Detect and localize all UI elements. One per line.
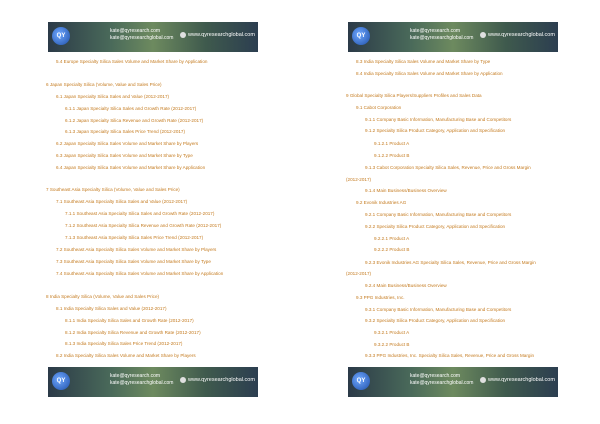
email-secondary[interactable]: kate@qyresearchglobal.com	[410, 380, 474, 386]
globe-icon	[180, 377, 186, 383]
email-secondary[interactable]: kate@qyresearchglobal.com	[410, 35, 474, 41]
toc-entry[interactable]: 8.1.2 India Specialty Silica Revenue and Growth Rate (2012-2017)	[65, 330, 201, 335]
header-banner	[48, 22, 258, 52]
toc-entry[interactable]: 7.1.3 Southeast Asia Specialty Silica Sales Price Trend (2012-2017)	[65, 235, 204, 240]
left-page	[40, 0, 300, 424]
toc-entry[interactable]: 7.1.2 Southeast Asia Specialty Silica Revenue and Growth Rate (2012-2017)	[65, 223, 222, 228]
qyresearch-logo: QY	[52, 372, 70, 390]
toc-entry[interactable]: 9.1.2.2 Product B	[374, 153, 410, 158]
website-link[interactable]: www.qyresearchglobal.com	[488, 377, 555, 383]
qyresearch-logo: QY	[52, 27, 70, 45]
email-secondary[interactable]: kate@qyresearchglobal.com	[110, 35, 174, 41]
toc-entry[interactable]: 9.3.3 PPG Industries, Inc. Specialty Silica Sales, Revenue, Price and Gross Margin	[365, 353, 535, 358]
toc-entry[interactable]: 6.1 Japan Specialty Silica Sales and Value (2012-2017)	[56, 94, 170, 99]
qyresearch-logo: QY	[352, 372, 370, 390]
website-link[interactable]: www.qyresearchglobal.com	[188, 32, 255, 38]
toc-entry[interactable]: 9.3 PPG Industries, Inc.	[356, 295, 405, 300]
toc-entry[interactable]: 7.1 Southeast Asia Specialty Silica Sales and Value (2012-2017)	[56, 199, 188, 204]
email-primary[interactable]: kate@qyresearch.com	[110, 373, 161, 379]
toc-entry[interactable]: 9.3.2 Specialty Silica Product Category, Application and Specification	[365, 318, 506, 323]
toc-entry[interactable]: 8.2 India Specialty Silica Sales Volume and Market Share by Players	[56, 353, 196, 358]
toc-entry[interactable]: 9.3.2.1 Product A	[374, 330, 410, 335]
email-secondary[interactable]: kate@qyresearchglobal.com	[110, 380, 174, 386]
toc-entry[interactable]: 9.1.4 Main Business/Business Overview	[365, 188, 447, 193]
email-primary[interactable]: kate@qyresearch.com	[110, 28, 161, 34]
globe-icon	[480, 377, 486, 383]
toc-entry[interactable]: 6.3 Japan Specialty Silica Sales Volume and Market Share by Type	[56, 153, 193, 158]
email-primary[interactable]: kate@qyresearch.com	[410, 28, 461, 34]
website-link[interactable]: www.qyresearchglobal.com	[488, 32, 555, 38]
toc-entry[interactable]: 8.1.1 India Specialty Silica Sales and Growth Rate (2012-2017)	[65, 318, 194, 323]
toc-entry[interactable]: 9.2.1 Company Basic Information, Manufacturing Base and Competitors	[365, 212, 512, 217]
toc-entry[interactable]: 9.2.3 Evonik Industries AG Specialty Silica Sales, Revenue, Price and Gross Margin	[365, 260, 536, 265]
globe-icon	[180, 32, 186, 38]
toc-entry[interactable]: 9.2.2.2 Product B	[374, 247, 410, 252]
toc-entry[interactable]: 9.1.3 Cabot Corporation Specialty Silica Sales, Revenue, Price and Gross Margin	[365, 165, 531, 170]
toc-entry[interactable]: 6 Japan Specialty Silica (Volume, Value and Sales Price)	[46, 82, 162, 87]
globe-icon	[480, 32, 486, 38]
toc-entry[interactable]: 9.2.2.1 Product A	[374, 236, 410, 241]
toc-entry[interactable]: 8.1 India Specialty Silica Sales and Value (2012-2017)	[56, 306, 167, 311]
toc-entry[interactable]: 8.1.3 India Specialty Silica Sales Price Trend (2012-2017)	[65, 341, 183, 346]
toc-entry[interactable]: 5.4 Europe Specialty Silica Sales Volume and Market Share by Application	[56, 59, 208, 64]
toc-entry[interactable]: 9.1.2 Specialty Silica Product Category, Application and Specification	[365, 128, 506, 133]
toc-entry[interactable]: 8.4 India Specialty Silica Sales Volume and Market Share by Application	[356, 71, 503, 76]
toc-entry[interactable]: 7.1.1 Southeast Asia Specialty Silica Sales and Growth Rate (2012-2017)	[65, 211, 215, 216]
toc-entry[interactable]: 6.1.2 Japan Specialty Silica Revenue and Growth Rate (2012-2017)	[65, 118, 204, 123]
right-page	[340, 0, 600, 424]
toc-entry[interactable]: 9.3.2.2 Product B	[374, 342, 410, 347]
website-link[interactable]: www.qyresearchglobal.com	[188, 377, 255, 383]
toc-entry[interactable]: 9.2 Evonik Industries AG	[356, 200, 407, 205]
toc-entry[interactable]: 9 Global Specialty Silica Players/Suppliers Profiles and Sales Data	[346, 93, 482, 98]
toc-entry[interactable]: 9.1 Cabot Corporation	[356, 105, 402, 110]
toc-entry[interactable]: 7.2 Southeast Asia Specialty Silica Sales Volume and Market Share by Players	[56, 247, 217, 252]
footer-banner	[48, 367, 258, 397]
toc-entry[interactable]: 7 Southeast Asia Specialty Silica (Volume, Value and Sales Price)	[46, 187, 180, 192]
toc-entry[interactable]: 9.2.4 Main Business/Business Overview	[365, 283, 447, 288]
header-banner	[348, 22, 558, 52]
toc-entry[interactable]: 6.4 Japan Specialty Silica Sales Volume and Market Share by Application	[56, 165, 206, 170]
toc-entry[interactable]: 7.3 Southeast Asia Specialty Silica Sales Volume and Market Share by Type	[56, 259, 211, 264]
qyresearch-logo: QY	[352, 27, 370, 45]
toc-entry[interactable]: 6.1.1 Japan Specialty Silica Sales and Growth Rate (2012-2017)	[65, 106, 197, 111]
toc-entry[interactable]: (2012-2017)	[346, 177, 372, 182]
toc-entry[interactable]: 9.1.1 Company Basic Information, Manufacturing Base and Competitors	[365, 117, 512, 122]
toc-entry[interactable]: 9.1.2.1 Product A	[374, 141, 410, 146]
toc-entry[interactable]: 9.2.2 Specialty Silica Product Category, Application and Specification	[365, 224, 506, 229]
toc-entry[interactable]: 7.4 Southeast Asia Specialty Silica Sales Volume and Market Share by Application	[56, 271, 224, 276]
toc-entry[interactable]: (2012-2017)	[346, 271, 372, 276]
toc-entry[interactable]: 8.3 India Specialty Silica Sales Volume and Market Share by Type	[356, 59, 491, 64]
toc-entry[interactable]: 9.3.1 Company Basic Information, Manufacturing Base and Competitors	[365, 307, 512, 312]
toc-entry[interactable]: 6.2 Japan Specialty Silica Sales Volume and Market Share by Players	[56, 141, 199, 146]
footer-banner	[348, 367, 558, 397]
toc-entry[interactable]: 6.1.3 Japan Specialty Silica Sales Price Trend (2012-2017)	[65, 129, 186, 134]
toc-entry[interactable]: 8 India Specialty Silica (Volume, Value and Sales Price)	[46, 294, 160, 299]
email-primary[interactable]: kate@qyresearch.com	[410, 373, 461, 379]
